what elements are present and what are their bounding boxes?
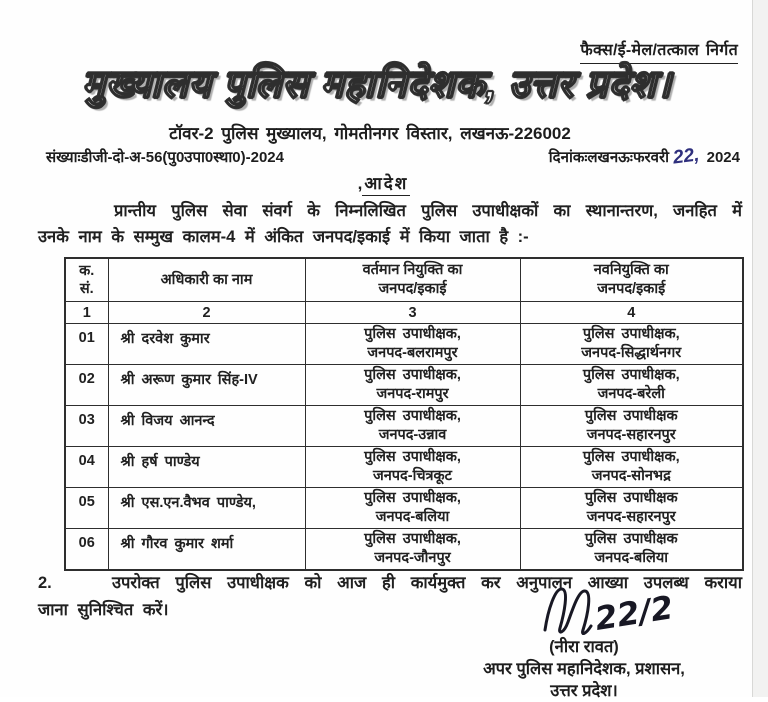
new-posting: पुलिस उपाधीक्षक जनपद-सहारनपुर — [520, 488, 743, 529]
signatory-designation: अपर पुलिस महानिदेशक, प्रशासन, — [483, 660, 685, 678]
table-row — [65, 529, 743, 571]
header-officer-name: अधिकारी का नाम — [108, 258, 305, 302]
paragraph-number: 2. — [38, 574, 52, 592]
order-heading-text: आदेश — [362, 174, 410, 196]
new-posting: पुलिस उपाधीक्षक, जनपद-बरेली — [520, 365, 743, 406]
row-serial: 02 — [65, 365, 108, 406]
new-posting: पुलिस उपाधीक्षक, जनपद-सोनभद्र — [520, 447, 743, 488]
table-row — [65, 488, 743, 529]
signature-handwritten-date: 22/2 — [592, 588, 676, 638]
table-row — [65, 447, 743, 488]
column-number: 2 — [108, 302, 305, 324]
compliance-text: उपरोक्त पुलिस उपाधीक्षक को आज ही कार्यमुक्त कर अनुपालन आख्या उपलब्ध कराया — [112, 574, 742, 592]
current-posting: पुलिस उपाधीक्षक, जनपद-चित्रकूट — [305, 447, 520, 488]
order-body-line-2: उनके नाम के सम्मुख कालम-4 में अंकित जनपद/इकाई में किया जाता है :- — [38, 228, 529, 246]
row-serial: 01 — [65, 324, 108, 365]
reference-line — [46, 146, 740, 168]
compliance-line-2: जाना सुनिश्चित करें। — [38, 601, 169, 619]
table-row — [65, 324, 743, 365]
header-new-posting — [520, 258, 743, 302]
order-body-line-1: प्रान्तीय पुलिस सेवा संवर्ग के निम्नलिखित पुलिस उपाधीक्षकों का स्थानान्तरण, जनहित में — [114, 202, 742, 220]
row-serial: 03 — [65, 406, 108, 447]
column-number: 3 — [305, 302, 520, 324]
current-posting: पुलिस उपाधीक्षक, जनपद-बलरामपुर — [305, 324, 520, 365]
signatory-name: (नीरा रावत) — [549, 638, 619, 656]
table-row — [65, 365, 743, 406]
transfer-table — [64, 257, 744, 571]
header-current-line1: वर्तमान नियुक्ति का — [362, 262, 463, 278]
order-body-paragraph — [38, 198, 742, 250]
order-heading — [0, 171, 768, 194]
dispatch-mode-note: फैक्स/ई-मेल/तत्काल निर्गत — [580, 38, 738, 64]
officer-name: श्री अरूण कुमार सिंह-IV — [108, 365, 305, 406]
letterhead-title: मुख्यालय पुलिस महानिदेशक, उत्तर प्रदेश। — [82, 64, 672, 106]
officer-name: श्री विजय आनन्द — [108, 406, 305, 447]
row-serial: 05 — [65, 488, 108, 529]
signature-scribble — [539, 580, 724, 638]
officer-name: श्री हर्ष पाण्डेय — [108, 447, 305, 488]
current-posting: पुलिस उपाधीक्षक, जनपद-रामपुर — [305, 365, 520, 406]
date-year: 2024 — [706, 149, 740, 166]
header-serial-line1: क. — [79, 263, 95, 279]
row-serial: 06 — [65, 529, 108, 571]
current-posting: पुलिस उपाधीक्षक, जनपद-उन्नाव — [305, 406, 520, 447]
date-line — [549, 146, 740, 168]
header-new-line2: जनपद/इकाई — [597, 281, 666, 297]
header-serial — [65, 258, 108, 302]
signatory-place: उत्तर प्रदेश। — [550, 682, 618, 700]
officer-name: श्री दरवेश कुमार — [108, 324, 305, 365]
reference-number: संख्याःडीजी-दो-अ-56(पु0उपा0स्था0)-2024 — [46, 149, 284, 166]
header-current-line2: जनपद/इकाई — [378, 281, 447, 297]
header-current-posting — [305, 258, 520, 302]
column-number: 1 — [65, 302, 108, 324]
column-number: 4 — [520, 302, 743, 324]
date-prefix: दिनांकःलखनऊःफरवरी — [548, 149, 670, 166]
table-row — [65, 406, 743, 447]
letterhead-address: टॉवर-2 पुलिस मुख्यालय, गोमतीनगर विस्तार, लखनऊ-226002 — [169, 124, 571, 143]
current-posting: पुलिस उपाधीक्षक, जनपद-बलिया — [305, 488, 520, 529]
new-posting: पुलिस उपाधीक्षक, जनपद-सिद्धार्थनगर — [520, 324, 743, 365]
header-serial-line2: सं. — [79, 281, 94, 297]
order-heading-prefix: , — [357, 174, 363, 193]
current-posting: पुलिस उपाधीक्षक, जनपद-जौनपुर — [305, 529, 520, 571]
signature-block — [434, 580, 734, 702]
header-new-line1: नवनियुक्ति का — [593, 262, 669, 278]
column-number-row — [65, 302, 743, 324]
new-posting: पुलिस उपाधीक्षक जनपद-सहारनपुर — [520, 406, 743, 447]
scan-page-edge — [752, 0, 768, 697]
row-serial: 04 — [65, 447, 108, 488]
officer-name: श्री गौरव कुमार शर्मा — [108, 529, 305, 571]
table-header-row — [65, 258, 743, 302]
new-posting: पुलिस उपाधीक्षक जनपद-बलिया — [520, 529, 743, 571]
officer-name: श्री एस.एन.वैभव पाण्डेय, — [108, 488, 305, 529]
handwritten-date-day: 22, — [671, 144, 701, 169]
